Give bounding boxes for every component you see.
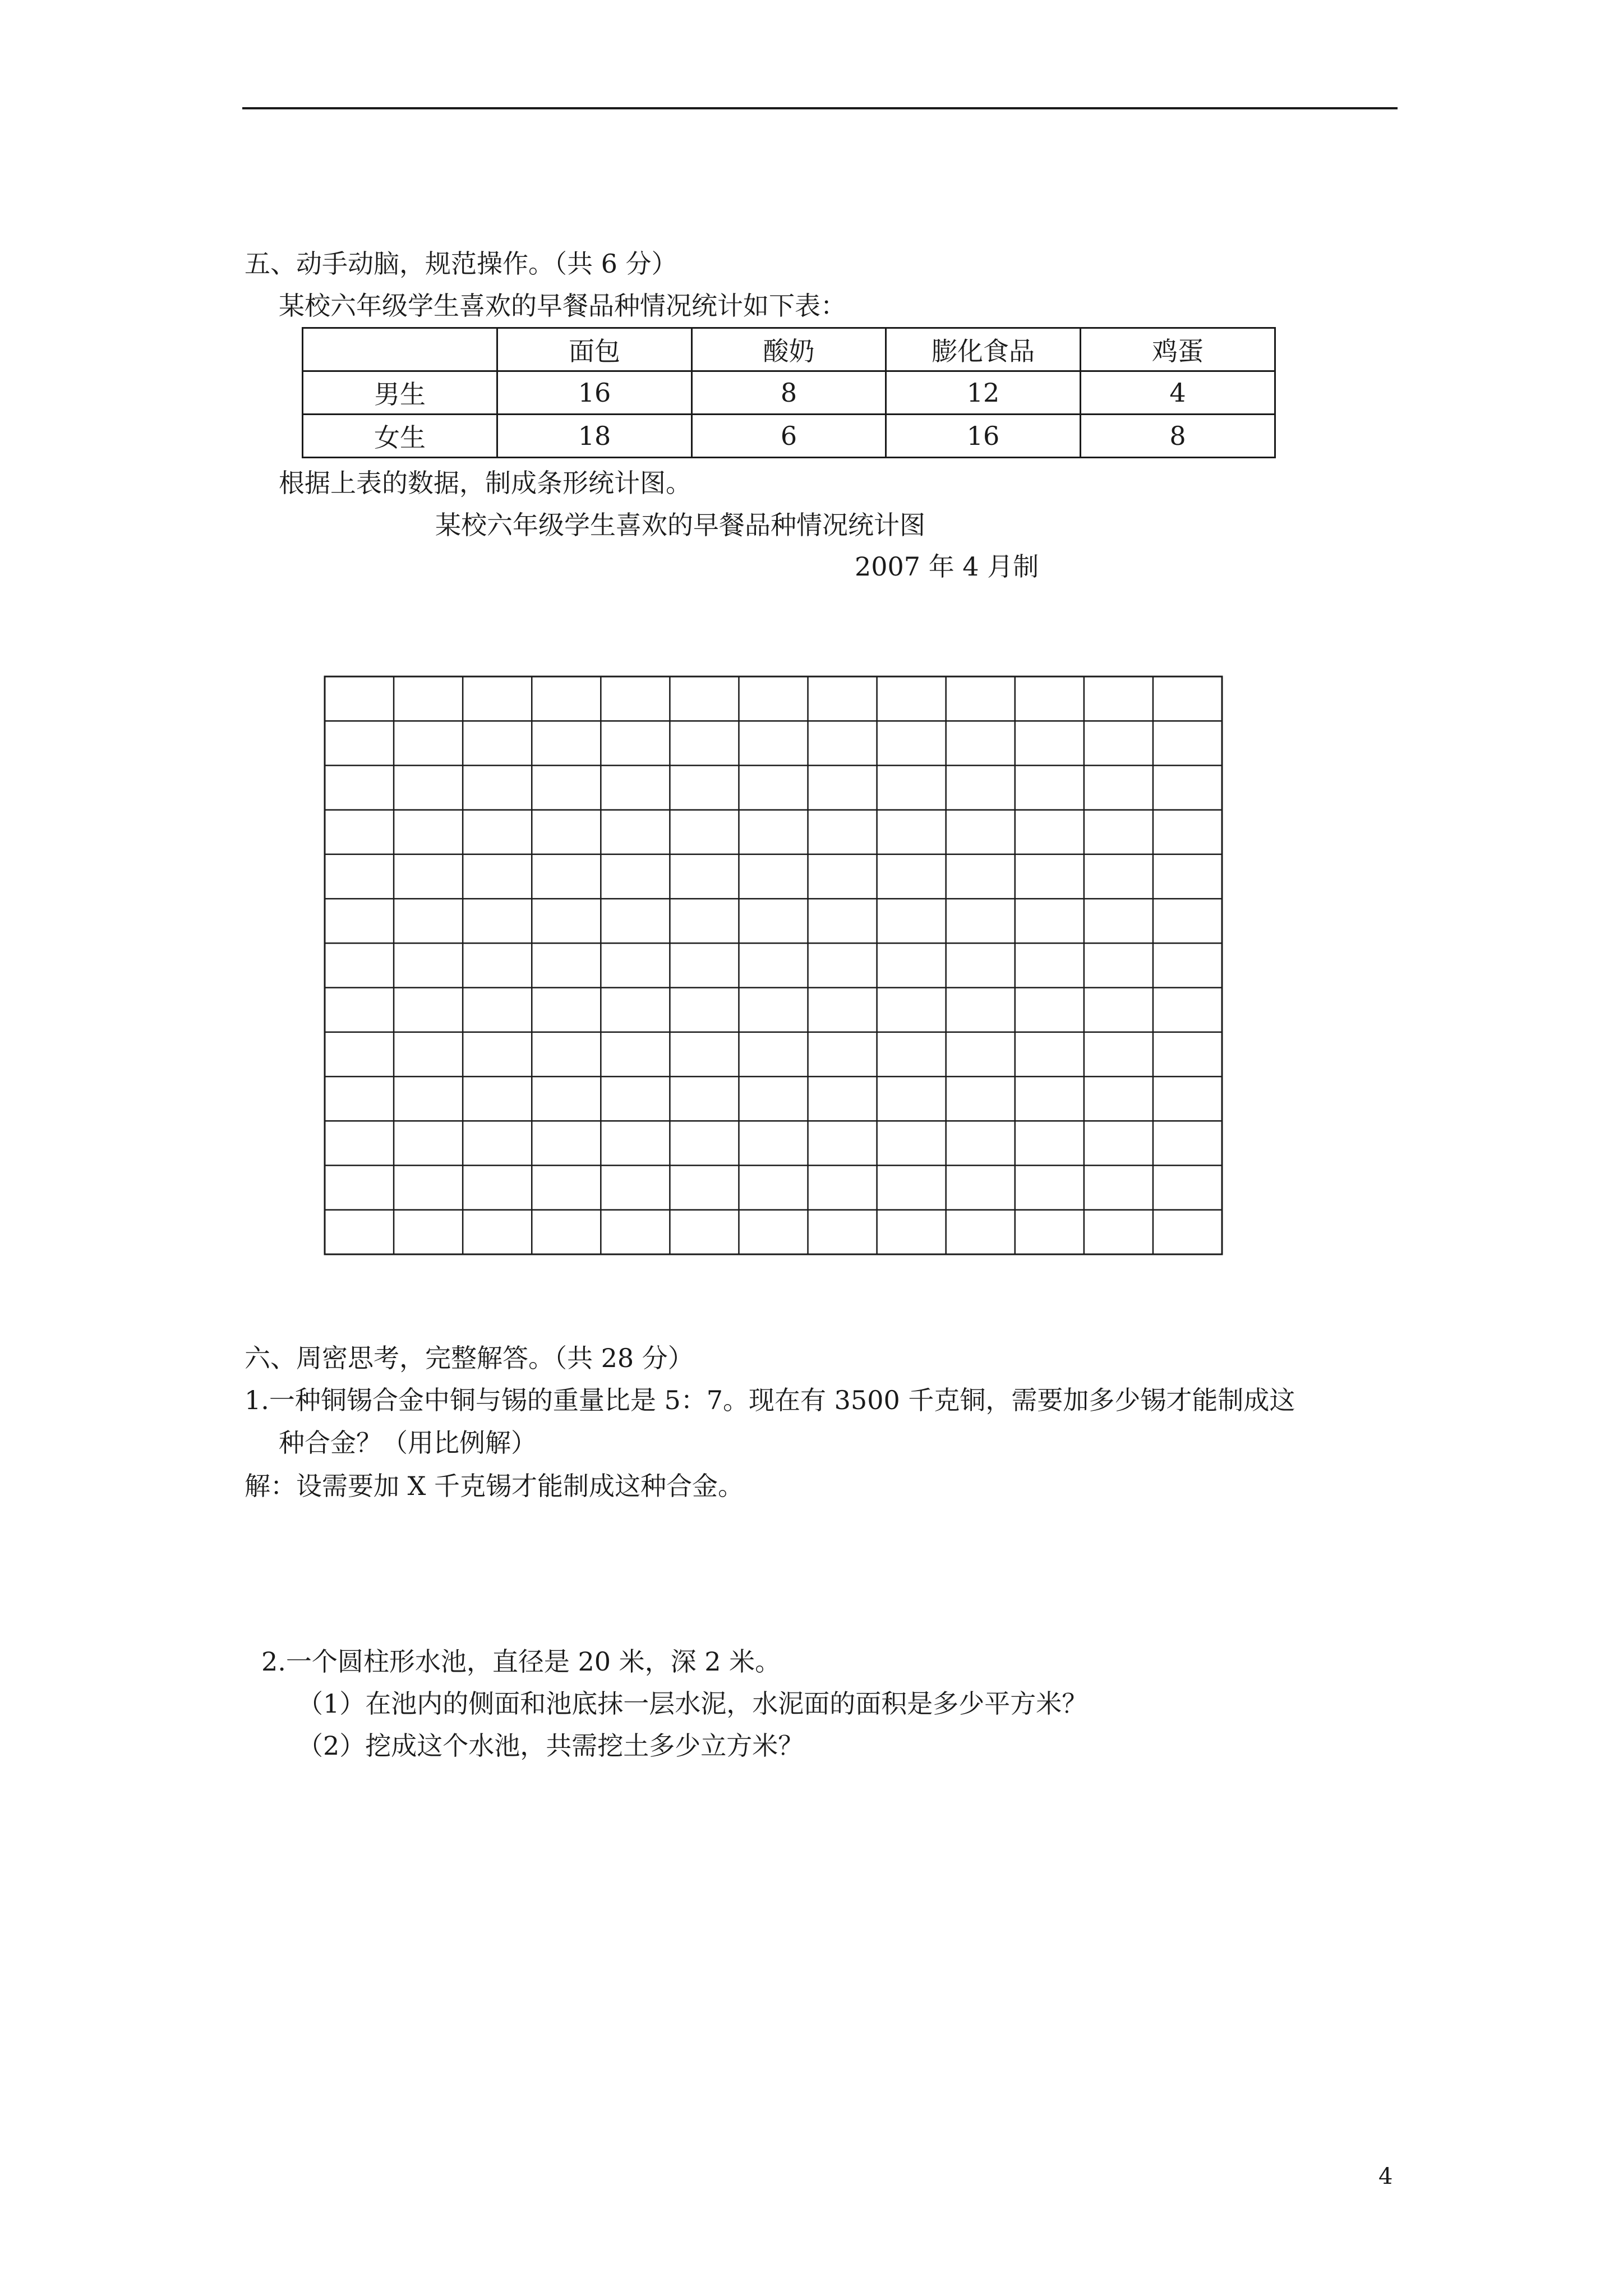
table-cell: 12: [886, 371, 1081, 415]
table-header-cell: 酸奶: [692, 328, 886, 371]
breakfast-table: [302, 327, 1276, 458]
table-cell: 16: [497, 371, 692, 415]
table-header-cell: 鸡蛋: [1081, 328, 1275, 371]
table-row: [303, 371, 1275, 415]
table-cell: 女生: [303, 415, 497, 458]
table-cell: 男生: [303, 371, 497, 415]
table-header-row: [303, 328, 1275, 371]
question1-answer-setup: 解：设需要加 X 千克锡才能制成这种合金。: [245, 1471, 744, 1501]
question2-part2: （2）挖成这个水池，共需挖土多少立方米？: [297, 1731, 804, 1761]
question1-line2: 种合金？（用比例解）: [279, 1428, 537, 1458]
chart-date: 2007 年 4 月制: [855, 551, 1039, 582]
table-cell: 4: [1081, 371, 1275, 415]
table-cell: 8: [1081, 415, 1275, 458]
table-intro: 某校六年级学生喜欢的早餐品种情况统计如下表：: [279, 291, 846, 321]
table-header-cell: 面包: [497, 328, 692, 371]
chart-instruction: 根据上表的数据，制成条形统计图。: [279, 468, 691, 498]
table-header-cell: 膨化食品: [886, 328, 1081, 371]
section6-heading: 六、周密思考，完整解答。（共 28 分）: [245, 1343, 694, 1373]
table-header-cell: [303, 328, 497, 371]
table-row: [303, 415, 1275, 458]
question1-line1: 1.一种铜锡合金中铜与锡的重量比是 5：7。现在有 3500 千克铜，需要加多少锡才能制成这: [245, 1385, 1295, 1415]
table-cell: 18: [497, 415, 692, 458]
table-cell: 8: [692, 371, 886, 415]
page-number: 4: [1378, 2164, 1393, 2189]
section5-heading: 五、动手动脑，规范操作。（共 6 分）: [245, 249, 677, 279]
header-rule: [242, 107, 1398, 109]
question2-part1: （1）在池内的侧面和池底抹一层水泥，水泥面的面积是多少平方米？: [297, 1688, 1088, 1719]
blank-chart-grid: [324, 675, 1223, 1255]
table-cell: 6: [692, 415, 886, 458]
chart-title: 某校六年级学生喜欢的早餐品种情况统计图: [435, 510, 925, 540]
question2-line1: 2.一个圆柱形水池，直径是 20 米，深 2 米。: [261, 1646, 781, 1677]
table-cell: 16: [886, 415, 1081, 458]
grid-border: [325, 677, 1222, 1254]
